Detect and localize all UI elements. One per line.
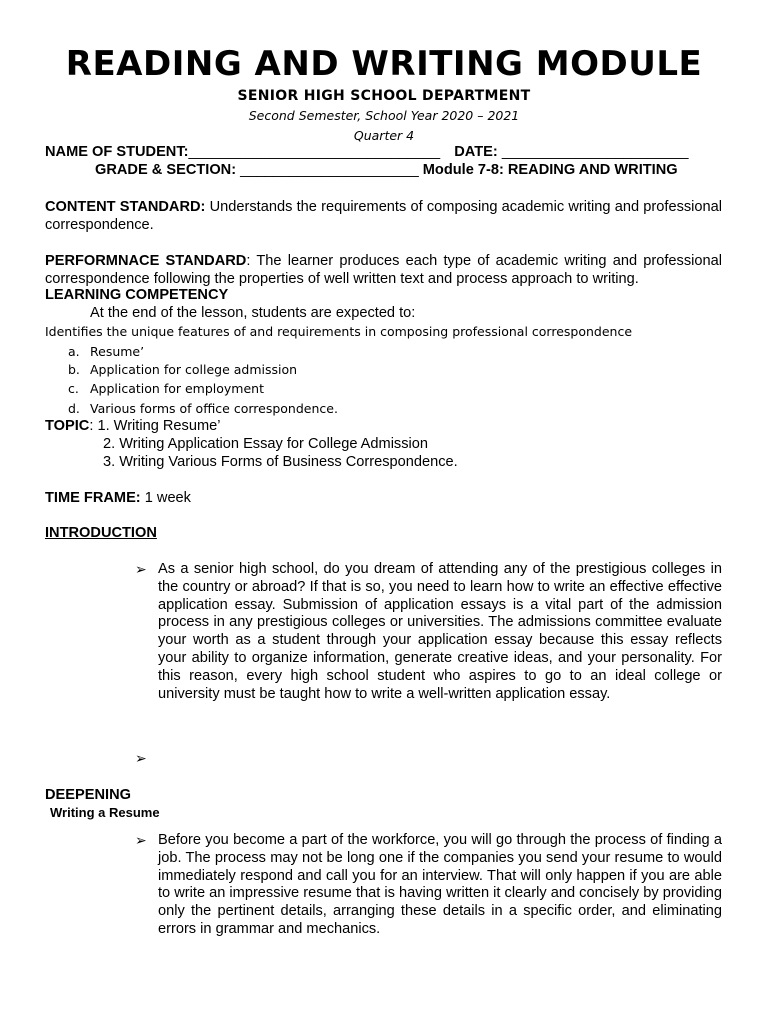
learning-intro: At the end of the lesson, students are expected to: [90,305,416,321]
bullet-arrow-icon: ➢ [135,832,147,848]
name-label: NAME OF STUDENT: [45,144,189,160]
content-standard-text: Understands the requirements of composing academic writing and professional correspondence. [45,199,722,233]
topic-item-2: 2. Writing Application Essay for College Admission [103,436,429,452]
name-blank[interactable]: _______________________________ [188,144,441,160]
introduction-heading: INTRODUCTION [45,525,157,541]
grade-label: GRADE & SECTION: [95,162,237,178]
learning-objective: Identifies the unique features of and requirements in composing professional correspondence [45,324,633,339]
deepening-paragraph: Before you become a part of the workforce, you will go through the process of finding a job. The process may not be long one if the companies you send your resume to would immediately respond and call you for an interview. That will only happen if you are able to write an impressive resume that is having written it clearly and concisely by providing only the pertinent details, arranging these details in a specific order, and eliminating errors in grammar and mechanics. [158,832,722,937]
topic-item-3: 3. Writing Various Forms of Business Correspondence. [103,454,458,470]
list-item [68,401,338,416]
department-heading: SENIOR HIGH SCHOOL DEPARTMENT [237,88,531,104]
module-label: Module 7-8: READING AND WRITING [422,162,678,178]
list-text: Resume’ [90,344,145,359]
quarter-line: Quarter 4 [353,128,415,143]
topic-item-1: : 1. Writing Resume’ [89,418,221,434]
date-blank[interactable]: _______________________ [501,144,689,160]
list-letter: d. [68,401,80,416]
performance-standard-label: PERFORMNACE STANDARD [45,253,247,269]
list-letter: a. [68,344,80,359]
time-frame-label: TIME FRAME: [45,490,141,506]
grade-section-row [95,162,725,178]
semester-line: Second Semester, School Year 2020 – 2021 [248,108,520,123]
learning-competency-heading: LEARNING COMPETENCY [45,287,229,303]
list-text: Application for college admission [90,362,298,377]
list-item [68,362,297,377]
module-title: READING AND WRITING MODULE [65,44,703,84]
student-name-row [45,144,725,160]
list-item [68,381,264,396]
list-letter: b. [68,362,80,377]
grade-blank[interactable]: ______________________ [240,162,419,178]
time-frame [45,490,191,506]
introduction-paragraph: As a senior high school, do you dream of attending any of the prestigious colleges in the country or abroad? If that is so, you need to learn how to write an effective effective application essay. Submission of application essays is a vital part of the admission process in any prestigious colleges or universities. The admissions committee evaluate your worth as a student through your application essay because this essay reflects your ability to organize information, generate creative ideas, and your personality. For this reason, every high school student who aspires to go to an ideal college or university must be taught how to write a well-written application essay. [158,561,722,702]
topic-line [45,418,220,434]
performance-standard-text: : The learner produces each type of academic writing and professional correspondence following the properties of well written text and process approach to writing. [45,253,722,287]
content-standard [45,198,722,234]
writing-resume-subheading: Writing a Resume [50,805,160,820]
list-text: Various forms of office correspondence. [90,401,338,416]
topic-label: TOPIC [45,418,90,434]
bullet-arrow-icon: ➢ [135,561,147,577]
list-letter: c. [68,381,79,396]
list-item [68,344,144,359]
bullet-arrow-icon: ➢ [135,750,147,766]
deepening-heading: DEEPENING [45,787,131,803]
time-frame-value: 1 week [144,490,191,506]
date-label: DATE: [454,144,498,160]
list-text: Application for employment [90,381,264,396]
performance-standard [45,252,722,288]
content-standard-label: CONTENT STANDARD: [45,199,206,215]
